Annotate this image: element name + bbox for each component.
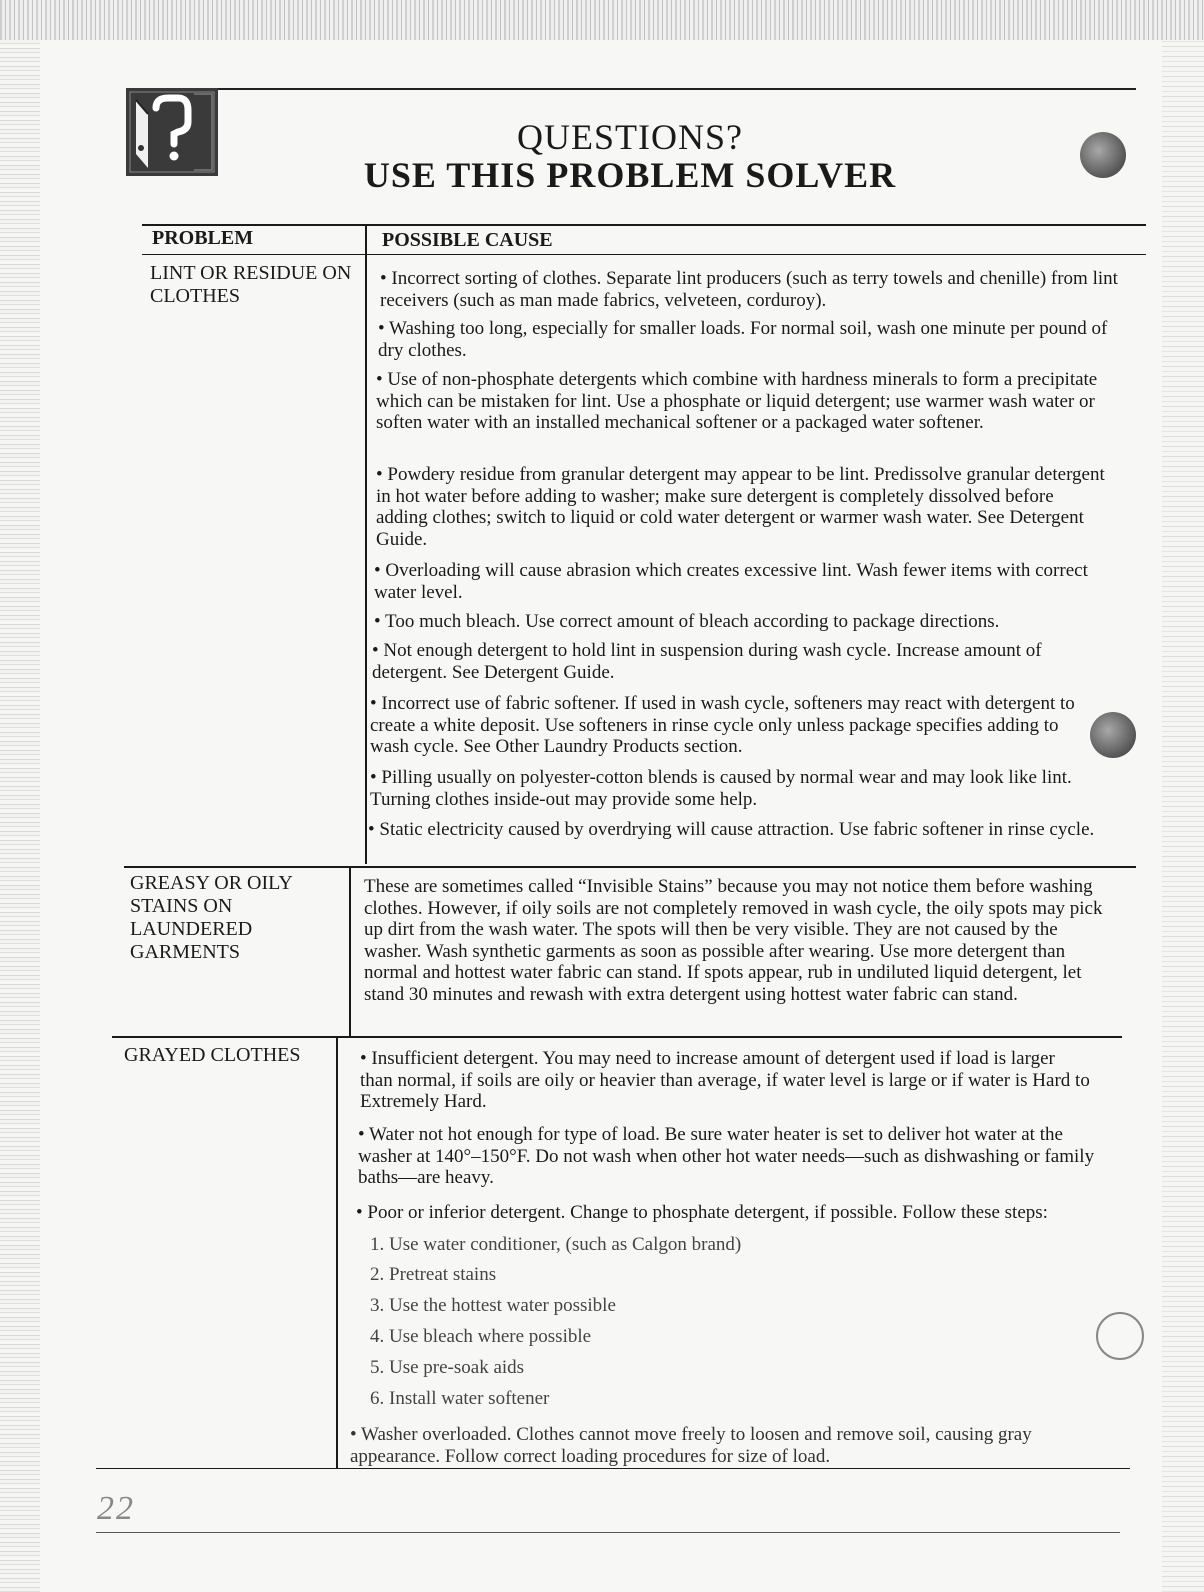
cause-item: • Powdery residue from granular detergent may appear to be lint. Predissolve granular detergent in hot water before adding to washer; make sure detergent is completely dissolved before adding clothes; switch to liquid or cold water detergent or warmer wash water. See Detergent Guide. [376, 464, 1105, 550]
title-line-1: QUESTIONS? [517, 117, 743, 157]
column-divider [336, 1036, 338, 1468]
column-divider [365, 224, 367, 864]
page-bottom-rule [96, 1532, 1120, 1533]
cause-item: • Washer overloaded. Clothes cannot move freely to loosen and remove soil, causing gray appearance. Follow correct loading procedures for size of load. [350, 1424, 1032, 1467]
cause-item: • Incorrect use of fabric softener. If used in wash cycle, softeners may react with detergent to create a white deposit. Use softeners in rinse cycle only unless package specifies adding to wash cycle. See Other Laundry Products section. [370, 693, 1075, 757]
cause-item: • Insufficient detergent. You may need to increase amount of detergent used if load is larger than normal, if soils are oily or heavier than average, if water level is large or if water is Hard to Extremely Hard. [360, 1048, 1090, 1112]
title-line-2: USE THIS PROBLEM SOLVER [363, 155, 897, 195]
scan-artifact-left [0, 40, 40, 1592]
question-icon [126, 88, 218, 176]
cause-item: • Use of non-phosphate detergents which combine with hardness minerals to form a precipitate which can be mistaken for lint. Use a phosphate or liquid detergent; use warmer wash water or soften water with an installed mechanical softener or a packaged water softener. [376, 369, 1098, 433]
cause-item: • Not enough detergent to hold lint in suspension during wash cycle. Increase amount of detergent. See Detergent Guide. [372, 640, 1042, 683]
page-title [300, 118, 960, 194]
binder-hole-ring-icon [1096, 1312, 1144, 1360]
step-item: 1. Use water conditioner, (such as Calgon brand) [370, 1234, 742, 1255]
step-item: 4. Use bleach where possible [370, 1326, 592, 1347]
cause-item: • Pilling usually on polyester-cotton blends is caused by normal wear and may look like lint. Turning clothes inside-out may provide some help. [370, 767, 1072, 810]
binder-hole-icon [1090, 712, 1136, 758]
header-rule [126, 88, 1136, 90]
row-rule [124, 866, 1136, 868]
binder-hole-icon [1080, 132, 1126, 178]
table-header-rule [142, 254, 1146, 255]
step-item: 2. Pretreat stains [370, 1264, 497, 1285]
cause-item: • Too much bleach. Use correct amount of bleach according to package directions. [374, 611, 1000, 632]
cause-item: • Incorrect sorting of clothes. Separate lint producers (such as terry towels and chenille) from lint receivers (such as man made fabrics, velveteen, corduroy). [380, 268, 1118, 311]
step-item: 5. Use pre-soak aids [370, 1357, 525, 1378]
scan-artifact-right [1162, 40, 1204, 1592]
column-divider [349, 866, 351, 1036]
page-number: 22 [97, 1490, 135, 1527]
cause-item: • Overloading will cause abrasion which creates excessive lint. Wash fewer items with correct water level. [374, 560, 1088, 603]
cause-item: These are sometimes called “Invisible Stains” because you may not notice them before washing clothes. However, if oily soils are not completely removed in wash cycle, the oily spots may pick up dirt from the wash water. The spots will then be very visible. They are not caused by the washer. Wash synthetic garments as soon as possible after wearing. Use more detergent than normal and hottest water fabric can stand. If spots appear, rub in undiluted liquid detergent, let stand 30 minutes and rewash with extra detergent using hottest water fabric can stand. [364, 876, 1103, 1005]
column-header-problem: PROBLEM [152, 227, 254, 249]
step-item: 6. Install water softener [370, 1388, 550, 1409]
cause-item: • Washing too long, especially for smaller loads. For normal soil, wash one minute per pound of dry clothes. [378, 318, 1108, 361]
column-header-cause: POSSIBLE CAUSE [382, 229, 553, 251]
table-top-rule [142, 224, 1146, 226]
problem-label: GREASY OR OILY STAINS ON LAUNDERED GARMENTS [130, 872, 293, 963]
step-item: 3. Use the hottest water possible [370, 1295, 616, 1316]
cause-item: • Poor or inferior detergent. Change to phosphate detergent, if possible. Follow these steps: [356, 1202, 1048, 1223]
scan-artifact-top [0, 0, 1204, 40]
cause-item: • Water not hot enough for type of load. Be sure water heater is set to deliver hot water at the washer at 140°–150°F. Do not wash when other hot water needs—such as dishwashing or family baths—are heavy. [358, 1124, 1095, 1188]
row-rule [112, 1036, 1122, 1038]
cause-item: • Static electricity caused by overdrying will cause attraction. Use fabric softener in rinse cycle. [368, 819, 1095, 840]
problem-label: LINT OR RESIDUE ON CLOTHES [150, 262, 352, 307]
table-bottom-rule [96, 1468, 1130, 1469]
problem-label: GRAYED CLOTHES [124, 1044, 301, 1066]
